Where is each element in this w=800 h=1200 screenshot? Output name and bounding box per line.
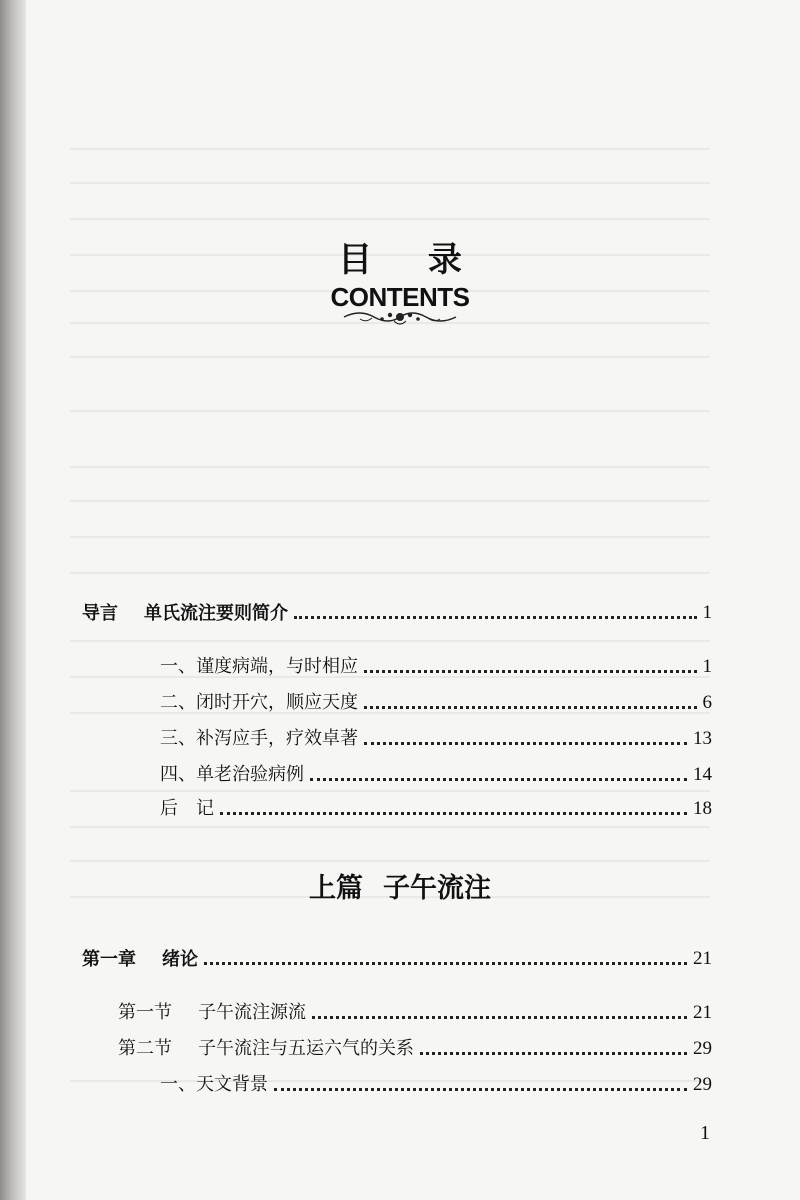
toc-title: 目 录	[338, 240, 484, 280]
toc-entry-label: 子午流注源流	[198, 1002, 306, 1023]
dot-leader	[364, 670, 697, 673]
toc-subtitle: CONTENTS	[330, 282, 470, 312]
toc-entry-prefix: 第二节	[118, 1038, 172, 1059]
dot-leader	[294, 616, 697, 619]
toc-entry-label: 单氏流注要则简介	[144, 603, 288, 623]
toc-entry-page: 18	[693, 798, 712, 819]
toc-entry-page: 21	[693, 948, 712, 969]
toc-entry-label: 三、补泻应手，疗效卓著	[160, 728, 358, 749]
toc-entry-label: 后 记	[160, 798, 214, 819]
dot-leader	[364, 706, 697, 709]
toc-entry-page: 1	[702, 656, 712, 677]
page-number: 1	[700, 1122, 710, 1144]
part-title	[0, 866, 800, 905]
toc-entry-prefix: 第一章	[82, 949, 136, 969]
toc-entry-afterword[interactable]	[160, 792, 712, 820]
toc-entry-prefix: 第一节	[118, 1002, 172, 1023]
toc-entry-section[interactable]	[160, 686, 712, 714]
toc-entry-label: 二、闭时开穴，顺应天度	[160, 692, 358, 713]
toc-entry-page: 21	[693, 1002, 712, 1023]
toc-entry-label: 绪论	[162, 949, 198, 969]
toc-entry-section[interactable]	[160, 722, 712, 750]
toc-entry-page: 29	[693, 1038, 712, 1059]
toc-entry-label: 一、天文背景	[160, 1074, 268, 1095]
toc-entry-page: 6	[702, 692, 712, 713]
toc-entry-label: 子午流注与五运六气的关系	[198, 1038, 414, 1059]
toc-entry-chapter[interactable]	[82, 942, 712, 970]
part-title-label: 上篇	[309, 873, 363, 904]
part-title-name: 子午流注	[383, 873, 491, 904]
dot-leader	[310, 778, 687, 781]
toc-entry-section[interactable]	[118, 996, 712, 1024]
toc-entry-intro[interactable]	[82, 596, 712, 624]
toc-entry-label: 一、谨度病端，与时相应	[160, 656, 358, 677]
dot-leader	[204, 962, 687, 965]
book-spine-shadow	[0, 0, 26, 1200]
flourish-ornament-icon	[340, 307, 460, 327]
toc-entry-subsection[interactable]	[160, 1068, 712, 1096]
toc-entry-page: 1	[702, 602, 712, 623]
toc-entry-prefix: 导言	[82, 603, 118, 623]
toc-entry-section[interactable]	[160, 758, 712, 786]
dot-leader	[420, 1052, 687, 1055]
toc-entry-section[interactable]	[118, 1032, 712, 1060]
dot-leader	[220, 812, 687, 815]
dot-leader	[274, 1088, 687, 1091]
toc-entry-page: 14	[693, 764, 712, 785]
dot-leader	[364, 742, 687, 745]
toc-entry-section[interactable]	[160, 650, 712, 678]
dot-leader	[312, 1016, 687, 1019]
toc-entry-label: 四、单老治验病例	[160, 764, 304, 785]
toc-entry-page: 29	[693, 1074, 712, 1095]
toc-entry-page: 13	[693, 728, 712, 749]
